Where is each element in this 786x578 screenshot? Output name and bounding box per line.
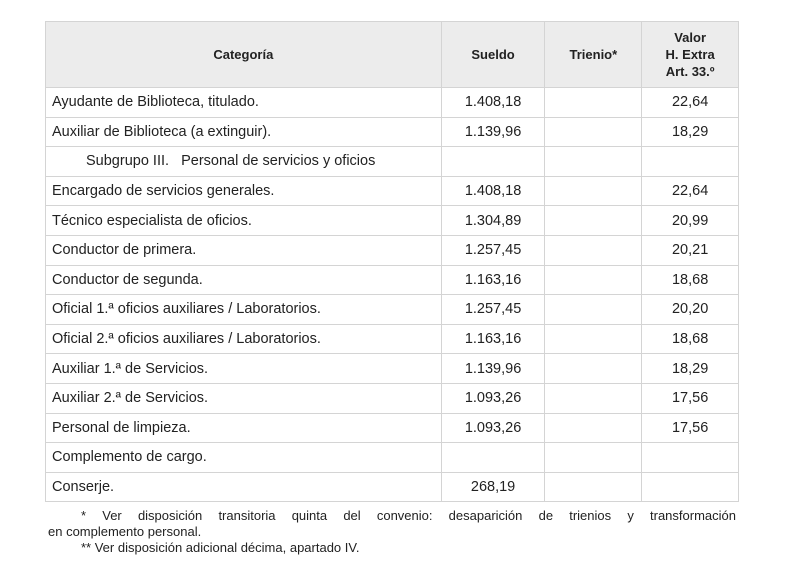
table-row — [46, 88, 739, 118]
sueldo-cell: 1.408,18 — [441, 88, 545, 118]
sueldo-cell: 1.163,16 — [441, 265, 545, 295]
sueldo-cell: 1.304,89 — [441, 206, 545, 236]
category-cell: Oficial 1.ª oficios auxiliares / Laboratorios. — [46, 295, 442, 325]
category-cell: Técnico especialista de oficios. — [46, 206, 442, 236]
trienio-cell — [545, 324, 642, 354]
category-cell: Ayudante de Biblioteca, titulado. — [46, 88, 442, 118]
table-row — [46, 235, 739, 265]
trienio-cell — [545, 265, 642, 295]
trienio-cell — [545, 443, 642, 473]
table-row — [46, 176, 739, 206]
footnote-1-cont: en complemento personal. — [48, 524, 202, 539]
trienio-cell — [545, 472, 642, 502]
trienio-cell — [545, 206, 642, 236]
valor-cell — [642, 472, 739, 502]
table-row — [46, 472, 739, 502]
trienio-cell — [545, 383, 642, 413]
header-trienio: Trienio* — [545, 22, 642, 88]
header-categoria: Categoría — [46, 22, 442, 88]
table-header — [46, 22, 739, 88]
category-cell: Conductor de segunda. — [46, 265, 442, 295]
category-cell: Personal de limpieza. — [46, 413, 442, 443]
header-valor — [642, 22, 739, 88]
category-cell: Oficial 2.ª oficios auxiliares / Laboratorios. — [46, 324, 442, 354]
valor-cell: 18,29 — [642, 117, 739, 147]
sueldo-cell: 1.257,45 — [441, 235, 545, 265]
sueldo-cell: 1.093,26 — [441, 383, 545, 413]
sueldo-cell: 1.093,26 — [441, 413, 545, 443]
header-valor-line3: Art. 33.º — [665, 64, 715, 79]
trienio-cell — [545, 88, 642, 118]
category-cell: Complemento de cargo. — [46, 443, 442, 473]
footnote-1: * Ver disposición transitoria quinta del convenio: desaparición de trienios y transformación — [81, 508, 736, 523]
sueldo-cell: 268,19 — [441, 472, 545, 502]
category-cell: Conserje. — [46, 472, 442, 502]
valor-cell: 18,68 — [642, 265, 739, 295]
table-row — [46, 206, 739, 236]
category-cell: Conductor de primera. — [46, 235, 442, 265]
header-valor-line2: H. Extra — [665, 47, 715, 62]
salary-table — [45, 21, 739, 502]
category-cell: Auxiliar 2.ª de Servicios. — [46, 383, 442, 413]
table-row — [46, 324, 739, 354]
valor-cell: 20,99 — [642, 206, 739, 236]
trienio-cell — [545, 176, 642, 206]
trienio-cell — [545, 413, 642, 443]
valor-cell: 18,68 — [642, 324, 739, 354]
valor-cell: 22,64 — [642, 88, 739, 118]
table-row — [46, 147, 739, 177]
header-sueldo: Sueldo — [441, 22, 545, 88]
category-cell: Auxiliar de Biblioteca (a extinguir). — [46, 117, 442, 147]
footnote-2: ** Ver disposición adicional décima, apartado IV. — [81, 540, 360, 555]
valor-cell — [642, 147, 739, 177]
valor-cell: 18,29 — [642, 354, 739, 384]
table-row — [46, 413, 739, 443]
valor-cell — [642, 443, 739, 473]
valor-cell: 17,56 — [642, 383, 739, 413]
sueldo-cell: 1.139,96 — [441, 117, 545, 147]
table-row — [46, 383, 739, 413]
category-cell: Subgrupo III. Personal de servicios y oficios — [46, 147, 442, 177]
header-valor-line1: Valor — [674, 30, 707, 45]
footnotes — [48, 508, 736, 556]
valor-cell: 20,21 — [642, 235, 739, 265]
table-row — [46, 265, 739, 295]
trienio-cell — [545, 295, 642, 325]
category-cell: Auxiliar 1.ª de Servicios. — [46, 354, 442, 384]
sueldo-cell: 1.408,18 — [441, 176, 545, 206]
trienio-cell — [545, 117, 642, 147]
valor-cell: 17,56 — [642, 413, 739, 443]
valor-cell: 20,20 — [642, 295, 739, 325]
trienio-cell — [545, 354, 642, 384]
table-row — [46, 443, 739, 473]
valor-cell: 22,64 — [642, 176, 739, 206]
sueldo-cell: 1.257,45 — [441, 295, 545, 325]
table-row — [46, 117, 739, 147]
sueldo-cell — [441, 147, 545, 177]
table-row — [46, 354, 739, 384]
sueldo-cell — [441, 443, 545, 473]
table-row — [46, 295, 739, 325]
sueldo-cell: 1.163,16 — [441, 324, 545, 354]
trienio-cell — [545, 235, 642, 265]
sueldo-cell: 1.139,96 — [441, 354, 545, 384]
category-cell: Encargado de servicios generales. — [46, 176, 442, 206]
trienio-cell — [545, 147, 642, 177]
